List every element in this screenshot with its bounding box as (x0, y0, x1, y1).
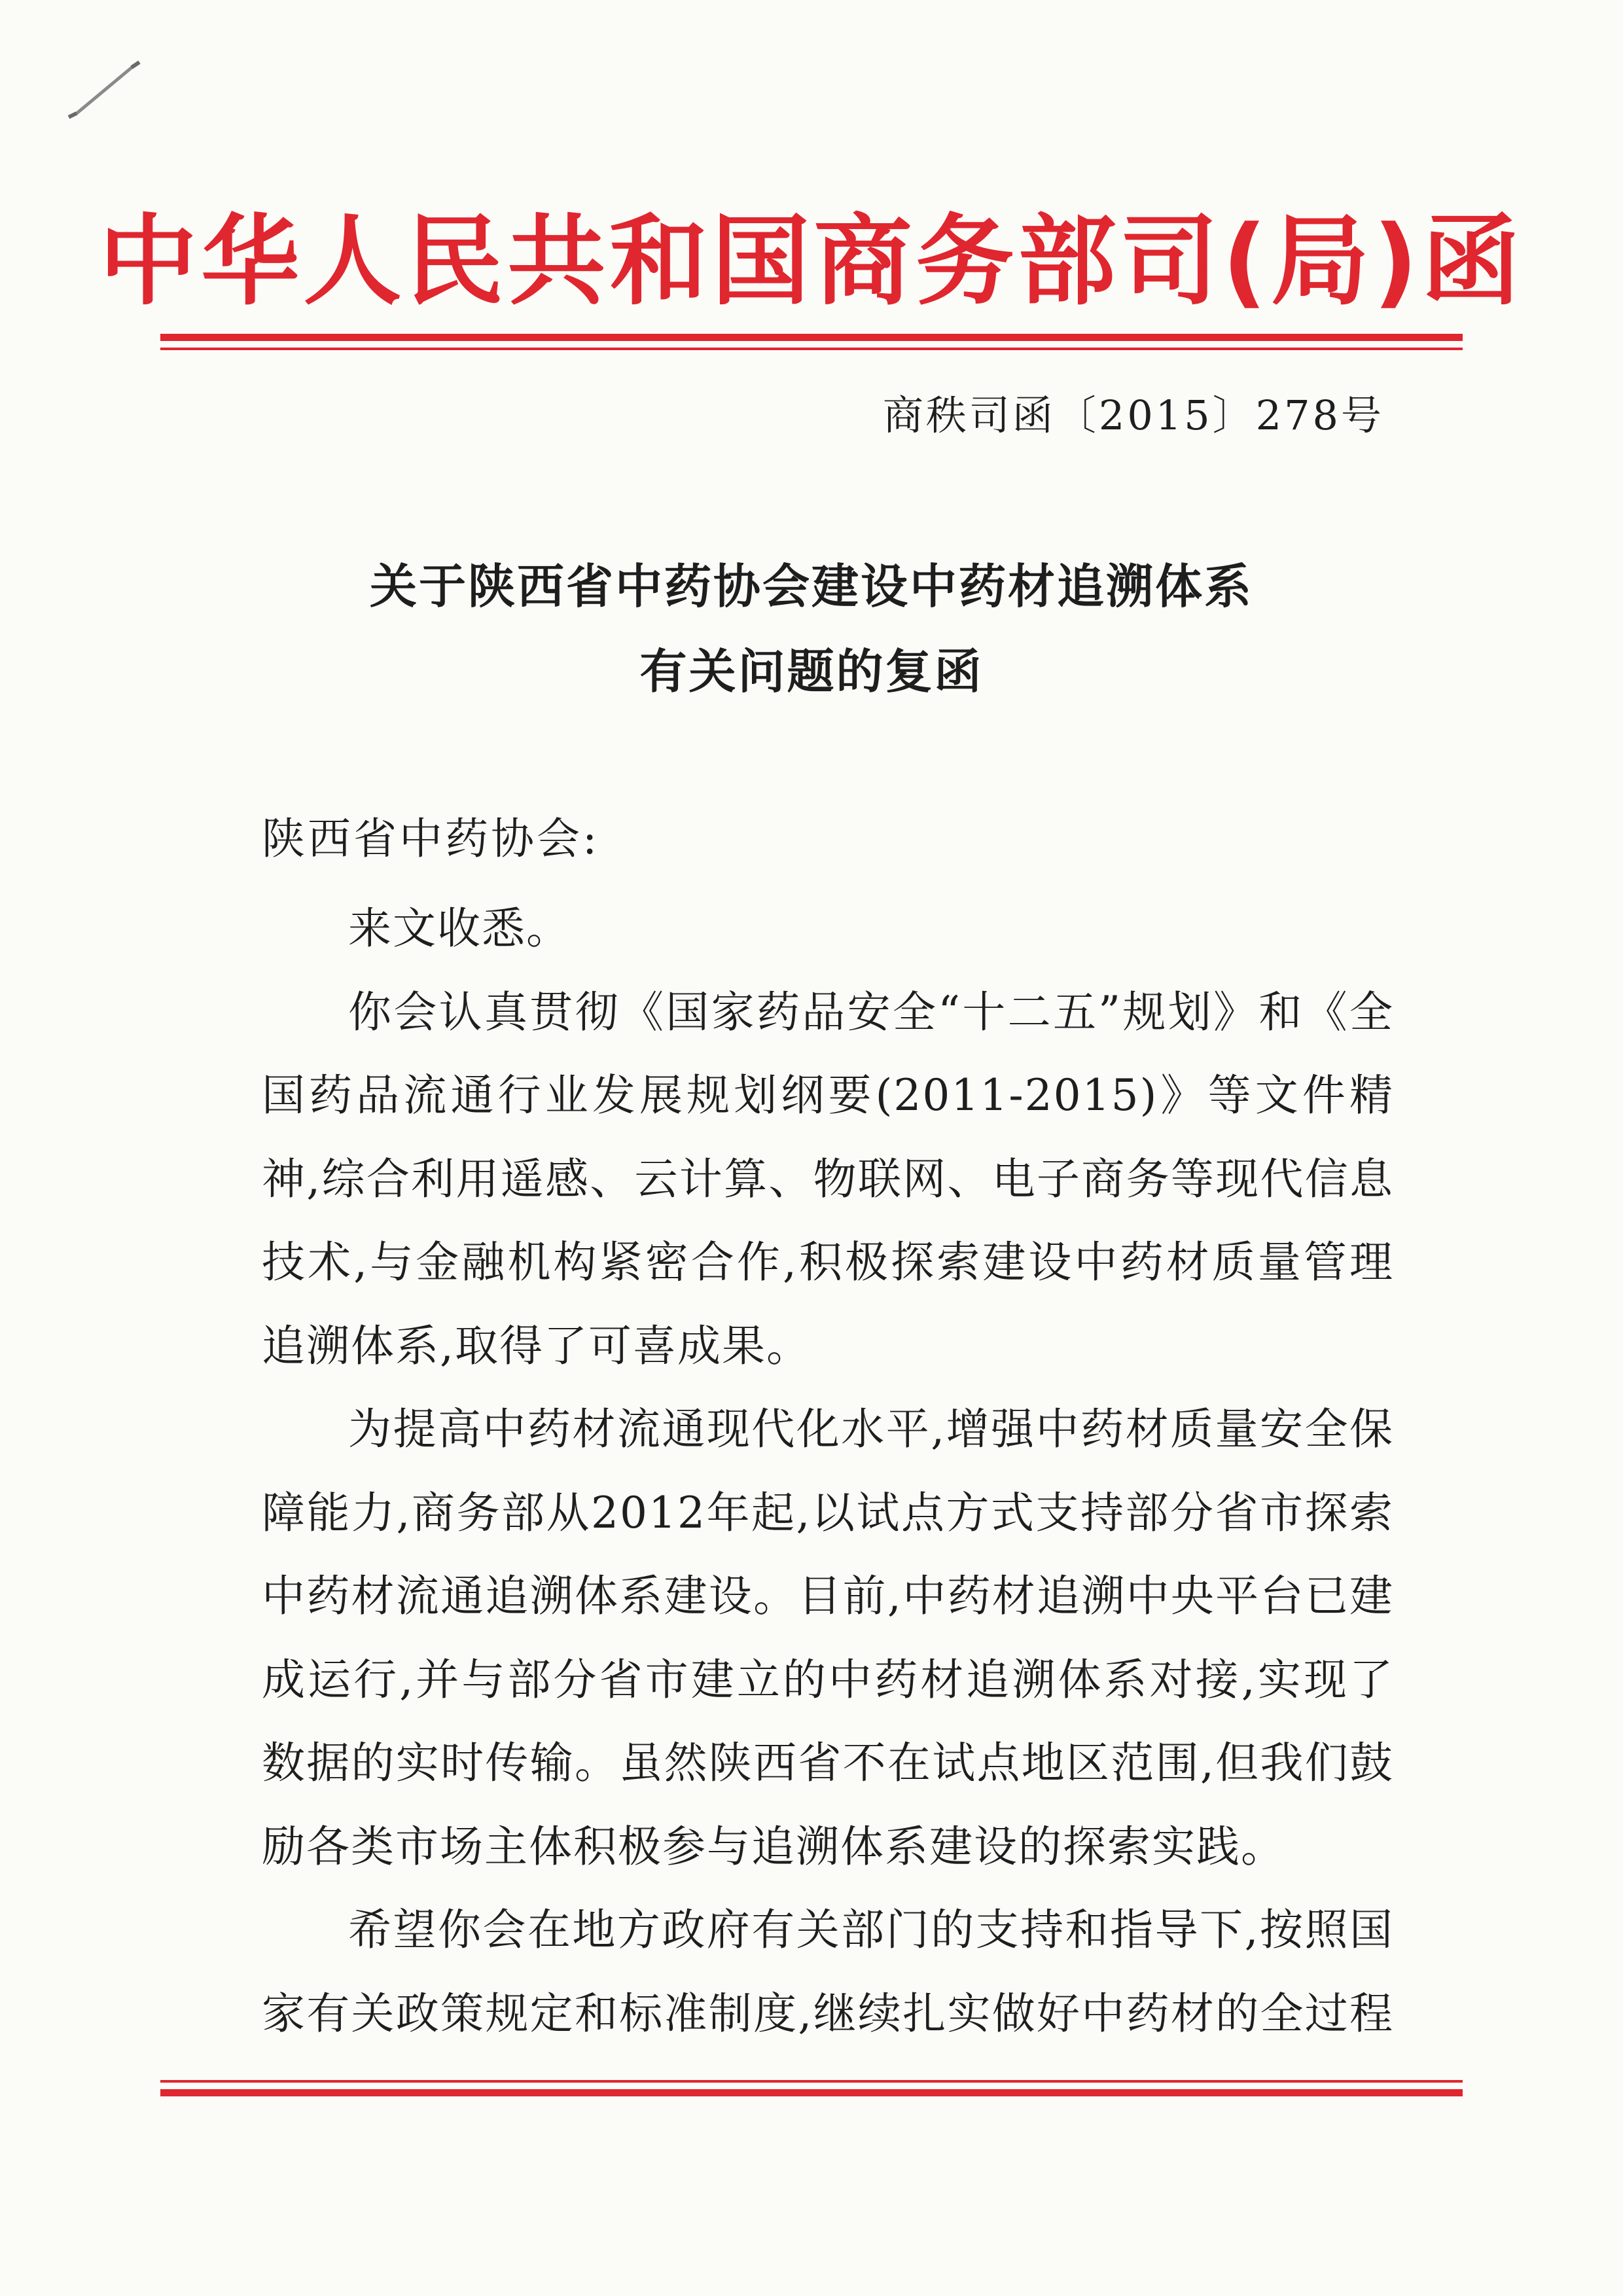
document-title-line-2: 有关问题的复函 (639, 644, 984, 699)
staple-mark-icon (62, 49, 147, 128)
paragraph: 希望你会在地方政府有关部门的支持和指导下,按照国家有关政策规定和标准制度,继续扎实做好中药材的全过程 (262, 1905, 1394, 2039)
letterhead-title: 中华人民共和国商务部司(局)函 (99, 205, 1524, 319)
document-title-line-1: 关于陕西省中药协会建设中药材追溯体系 (369, 559, 1253, 614)
paragraph: 你会认真贯彻《国家药品安全“十二五”规划》和《全国药品流通行业发展规划纲要(2011-2015)》等文件精神,综合利用遥感、云计算、物联网、电子商务等现代信息技术,与金融机构紧密合作,积极探索建设中药材质量管理追溯体系,取得了可喜成果。 (262, 986, 1394, 1371)
letter-body (262, 887, 1394, 2055)
document-number: 商秩司函〔2015〕278号 (882, 391, 1384, 439)
paragraph: 来文收悉。 (348, 903, 571, 954)
footer-rule-thick (160, 2089, 1463, 2096)
letterhead-rule-thin (160, 348, 1463, 350)
letterhead-rule-thick (160, 334, 1463, 341)
paragraph: 为提高中药材流通现代化水平,增强中药材质量安全保障能力,商务部从2012年起,以试点方式支持部分省市探索中药材流通追溯体系建设。目前,中药材追溯中央平台已建成运行,并与部分省市建立的中药材追溯体系对接,实现了数据的实时传输。虽然陕西省不在试点地区范围,但我们鼓励各类市场主体积极参与追溯体系建设的探索实践。 (262, 1404, 1394, 1872)
footer-rule-thin (160, 2080, 1463, 2083)
salutation: 陕西省中药协会: (262, 814, 600, 864)
